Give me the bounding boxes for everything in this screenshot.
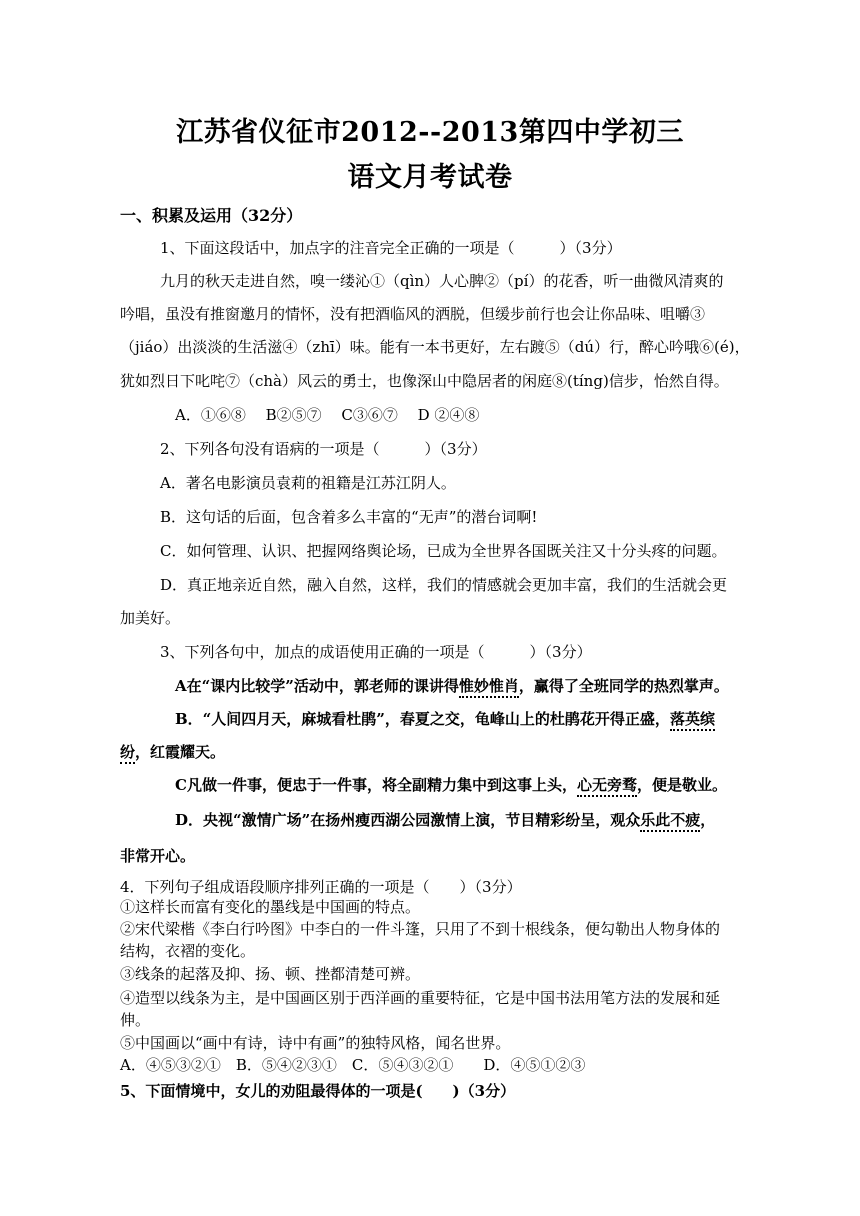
q2-option-b: B．这句话的后面，包含着多么丰富的“无声”的潜台词啊!	[160, 508, 538, 526]
q2-option-d-cont: 加美好。	[120, 609, 181, 627]
q4-sentence-3: ③线条的起落及抑、扬、顿、挫都清楚可辨。	[120, 965, 421, 983]
q3-d-idiom: 乐此不疲	[640, 811, 700, 832]
q2-option-c: C．如何管理、认识、把握网络舆论场，已成为全世界各国既关注又十分头疼的问题。	[160, 542, 727, 560]
q3-a-text: ，赢得了全班同学的热烈掌声。	[518, 677, 729, 695]
title-line-1: 江苏省仪征市2012--2013第四中学初三	[176, 117, 684, 148]
q2-option-a: A．著名电影演员袁莉的祖籍是江苏江阴人。	[160, 474, 456, 492]
q4-sentence-4: ④造型以线条为主，是中国画区别于西洋画的重要特征，它是中国书法用笔方法的发展和延	[120, 989, 721, 1007]
q4-sentence-2-cont: 结构，衣褶的变化。	[120, 942, 256, 960]
q3-stem: 3、下列各句中，加点的成语使用正确的一项是（ ）（3分）	[160, 643, 592, 661]
q3-a-text: A在“课内比较学”活动中，郭老师的课讲得	[175, 677, 459, 695]
q5-stem: 5、下面情境中，女儿的劝阻最得体的一项是( )（3分）	[120, 1082, 516, 1100]
q3-option-d-cont: 非常开心。	[120, 847, 196, 865]
q3-option-a	[175, 675, 729, 696]
q4-sentence-2: ②宋代梁楷《李白行吟图》中李白的一件斗篷，只用了不到十根线条，便勾勒出人物身体的	[120, 920, 721, 938]
q3-a-idiom: 惟妙惟肖	[459, 677, 519, 698]
q3-d-text: ，	[700, 811, 716, 829]
q1-passage-line: 九月的秋天走进自然，嗅一缕沁①（qìn）人心脾②（pí）的花香，听一曲微风清爽的	[160, 272, 724, 290]
q3-option-b-cont	[120, 741, 225, 762]
q3-c-text: C凡做一件事，便忠于一件事，将全副精力集中到这事上头，	[175, 776, 577, 794]
q4-sentence-1: ①这样长而富有变化的墨线是中国画的特点。	[120, 898, 421, 916]
q1-stem: 1、下面这段话中，加点字的注音完全正确的一项是（ ）（3分）	[160, 239, 622, 257]
q1-passage-line: （jiáo）出淡淡的生活滋④（zhī）味。能有一本书更好，左右踱⑤（dú）行，醉心吟哦⑥(é)，	[120, 338, 750, 356]
q3-d-text: D．央视“激情广场”在扬州瘦西湖公园激情上演，节目精彩纷呈，观众	[175, 811, 641, 829]
q4-sentence-5: ⑤中国画以“画中有诗，诗中有画”的独特风格，闻名世界。	[120, 1034, 511, 1052]
q4-options: A．④⑤③②① B．⑤④②③① C．⑤④③②① D．④⑤①②③	[120, 1056, 586, 1074]
q3-c-text: ，便是敬业。	[636, 776, 727, 794]
q2-stem: 2、下列各句没有语病的一项是（ ）（3分）	[160, 440, 487, 458]
q1-passage-line: 吟唱，虽没有推窗邀月的情怀，没有把酒临风的洒脱，但缓步前行也会让你品味、咀嚼③	[120, 305, 706, 323]
q3-option-b	[175, 708, 715, 729]
section-heading: 一、积累及运用（32分）	[120, 206, 303, 225]
title-line-2: 语文月考试卷	[347, 162, 513, 193]
q4-sentence-4-cont: 伸。	[120, 1011, 151, 1029]
q1-options: A．①⑥⑧ B②⑤⑦ C③⑥⑦ D ②④⑧	[175, 406, 480, 424]
q2-option-d: D．真正地亲近自然，融入自然，这样，我们的情感就会更加丰富，我们的生活就会更	[160, 576, 728, 594]
q3-option-d	[175, 809, 715, 830]
q1-passage-line: 犹如烈日下叱咤⑦（chà）风云的勇士，也像深山中隐居者的闲庭⑧(tíng)信步，怡然自得。	[120, 372, 729, 390]
q3-option-c	[175, 774, 727, 795]
q3-c-idiom: 心无旁骛	[577, 776, 637, 797]
q4-stem: 4．下列句子组成语段顺序排列正确的一项是（ ）（3分）	[120, 878, 522, 896]
q3-b-idiom: 纷	[120, 743, 135, 764]
q3-b-text: B．“人间四月天，麻城看杜鹃”，春夏之交，龟峰山上的杜鹃花开得正盛，	[175, 710, 670, 728]
q3-b-text: ，红霞耀天。	[135, 743, 226, 761]
q3-b-idiom: 落英缤	[670, 710, 715, 731]
